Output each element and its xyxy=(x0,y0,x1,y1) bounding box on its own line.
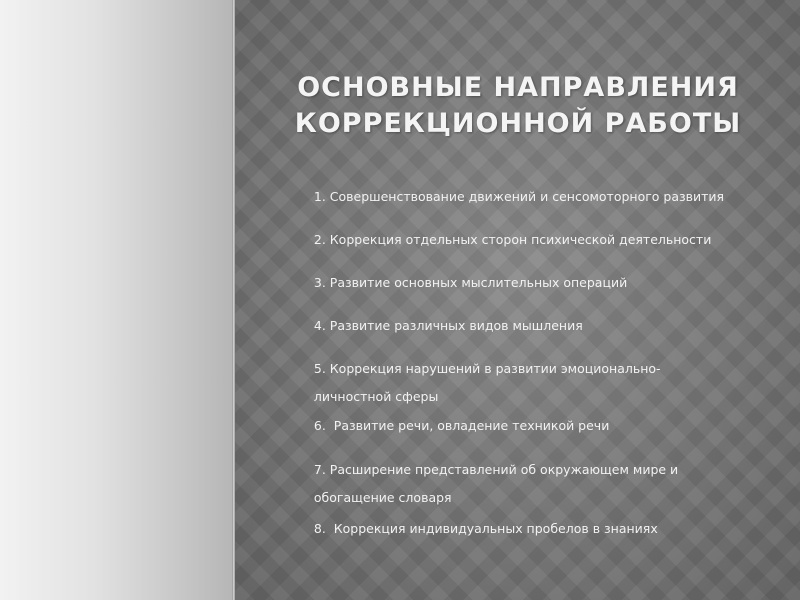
slide-title xyxy=(258,70,778,142)
left-panel xyxy=(0,0,232,600)
list-item-1 xyxy=(298,176,738,218)
list-item-2-text: 2. Коррекция отдельных сторон психической деятельности xyxy=(313,232,712,247)
list-item-4 xyxy=(298,305,738,347)
list-item-5-text-line1: 5. Коррекция нарушений в развитии эмоционально- xyxy=(313,361,661,376)
list-item-7-text-line1: 7. Расширение представлений об окружающем мире и xyxy=(313,462,679,477)
list-item-8 xyxy=(298,508,738,550)
list-item-2 xyxy=(298,219,738,261)
list-item-3 xyxy=(298,262,738,304)
list-item-1-text: 1. Совершенствование движений и сенсомоторного развития xyxy=(313,189,725,204)
list-item-7-text-line2: обогащение словаря xyxy=(313,490,452,505)
list-item-5-text-line2: личностной сферы xyxy=(313,389,439,404)
list-item-8-text: 8. Коррекция индивидуальных пробелов в знаниях xyxy=(313,521,658,536)
list-item-6 xyxy=(298,405,738,447)
list-item-3-text: 3. Развитие основных мыслительных операций xyxy=(313,275,628,290)
title-line-2: КОРРЕКЦИОННОЙ РАБОТЫ xyxy=(294,108,742,139)
title-line-1: ОСНОВНЫЕ НАПРАВЛЕНИЯ xyxy=(297,72,739,103)
list-item-4-text: 4. Развитие различных видов мышления xyxy=(313,318,583,333)
list-item-6-text: 6. Развитие речи, овладение техникой речи xyxy=(313,418,610,433)
